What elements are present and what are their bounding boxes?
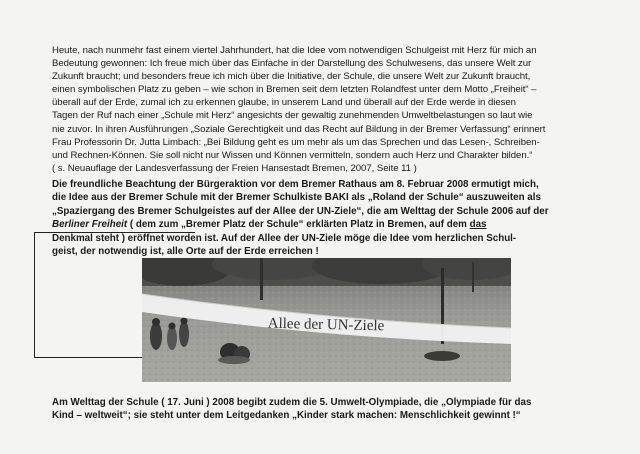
paragraph-line: die Idee aus der Bremer Schule mit der Bremer Schulkiste BAKI als „Roland der Schule“ auszuweiten als [52, 192, 541, 204]
italic-place-name: Berliner Freiheit [52, 219, 128, 231]
paragraph-line: einen symbolischen Platz zu geben – wie schon in Bremen seit dem letzten Rolandfest unter dem Motto „Freiheit“ – [52, 84, 537, 96]
paragraph-line: Die freundliche Beachtung der Bürgeraktion vor dem Bremer Rathaus am 8. Februar 2008 ermutigt mich, [52, 179, 539, 190]
paragraph-line: Am Welttag der Schule ( 17. Juni ) 2008 begibt zudem die 5. Umwelt-Olympiade, die „Olympiade für das [52, 397, 532, 408]
paragraph-line: nie zuvor. In ihren Ausführungen „Soziale Gerechtigkeit und das Recht auf Bildung in der Bremer Verfassung“ erinnert [52, 123, 546, 135]
paragraph-line: überall auf der Erde, zumal ich zu erkennen glaube, in unserem Land und überall auf der Erde werde in diesen [52, 97, 516, 109]
paragraph-line: und Rechnen-Können. Sie soll nicht nur Wissen und Können vermitteln, sondern auch Herz und Charakter bilden.“ [52, 149, 533, 161]
paragraph-text: ( dem zum „Bremer Platz der Schule“ erklärten Platz in Bremen, auf dem [127, 219, 470, 231]
paragraph-line: Zukunft braucht; und besonders freue ich mich über die Initiative, der Schule, die unsere Welt zur Zukunft braucht, [52, 71, 531, 83]
allee-photo [142, 258, 511, 382]
paragraph-line: Heute, nach nunmehr fast einem viertel Jahrhundert, hat die Idee vom notwendigen Schulgeist mit Herz für mich an [52, 45, 537, 56]
paragraph-line: Frau Professorin Dr. Jutta Limbach: „Bei Bildung geht es um mehr als um das Sprechen und das Lesen-, Schreiben- [52, 136, 540, 148]
paragraph-line [52, 218, 612, 231]
paragraph-line: geist, der notwendig ist, alle Orte auf der Erde erreichen ! [52, 246, 319, 258]
paragraph-line: Kind – weltweit“; sie steht unter dem Leitgedanken „Kinder stark machen: Menschlichkeit gewinnt !“ [52, 410, 521, 422]
bold-paragraph-olympiad [52, 396, 612, 423]
banner-label: Allee der UN-Ziele [267, 315, 385, 335]
paragraph-line: Denkmal steht ) eröffnet worden ist. Auf der Allee der UN-Ziele möge die Idee vom herzlichen Schul- [52, 232, 517, 244]
intro-paragraph [52, 44, 612, 175]
paragraph-line: Tagen der Ruf nach einer „Schule mit Herz“ angesichts der gewaltig zunehmenden Umweltbelastungen so laut wie [52, 110, 533, 122]
underlined-word: das [469, 219, 487, 231]
paragraph-line: Bedeutung gewonnen: Ich freue mich über das Einfache in der Darstellung des Schulwesens, das unsere Welt zur [52, 58, 532, 70]
citation-line: ( s. Neuauflage der Landesverfassung der Freien Hansestadt Bremen, 2007, Seite 11 ) [52, 162, 417, 174]
paragraph-line: „Spaziergang des Bremer Schulgeistes auf der Allee der UN-Ziele“, die am Welttag der Schule 2006 auf der [52, 205, 549, 217]
